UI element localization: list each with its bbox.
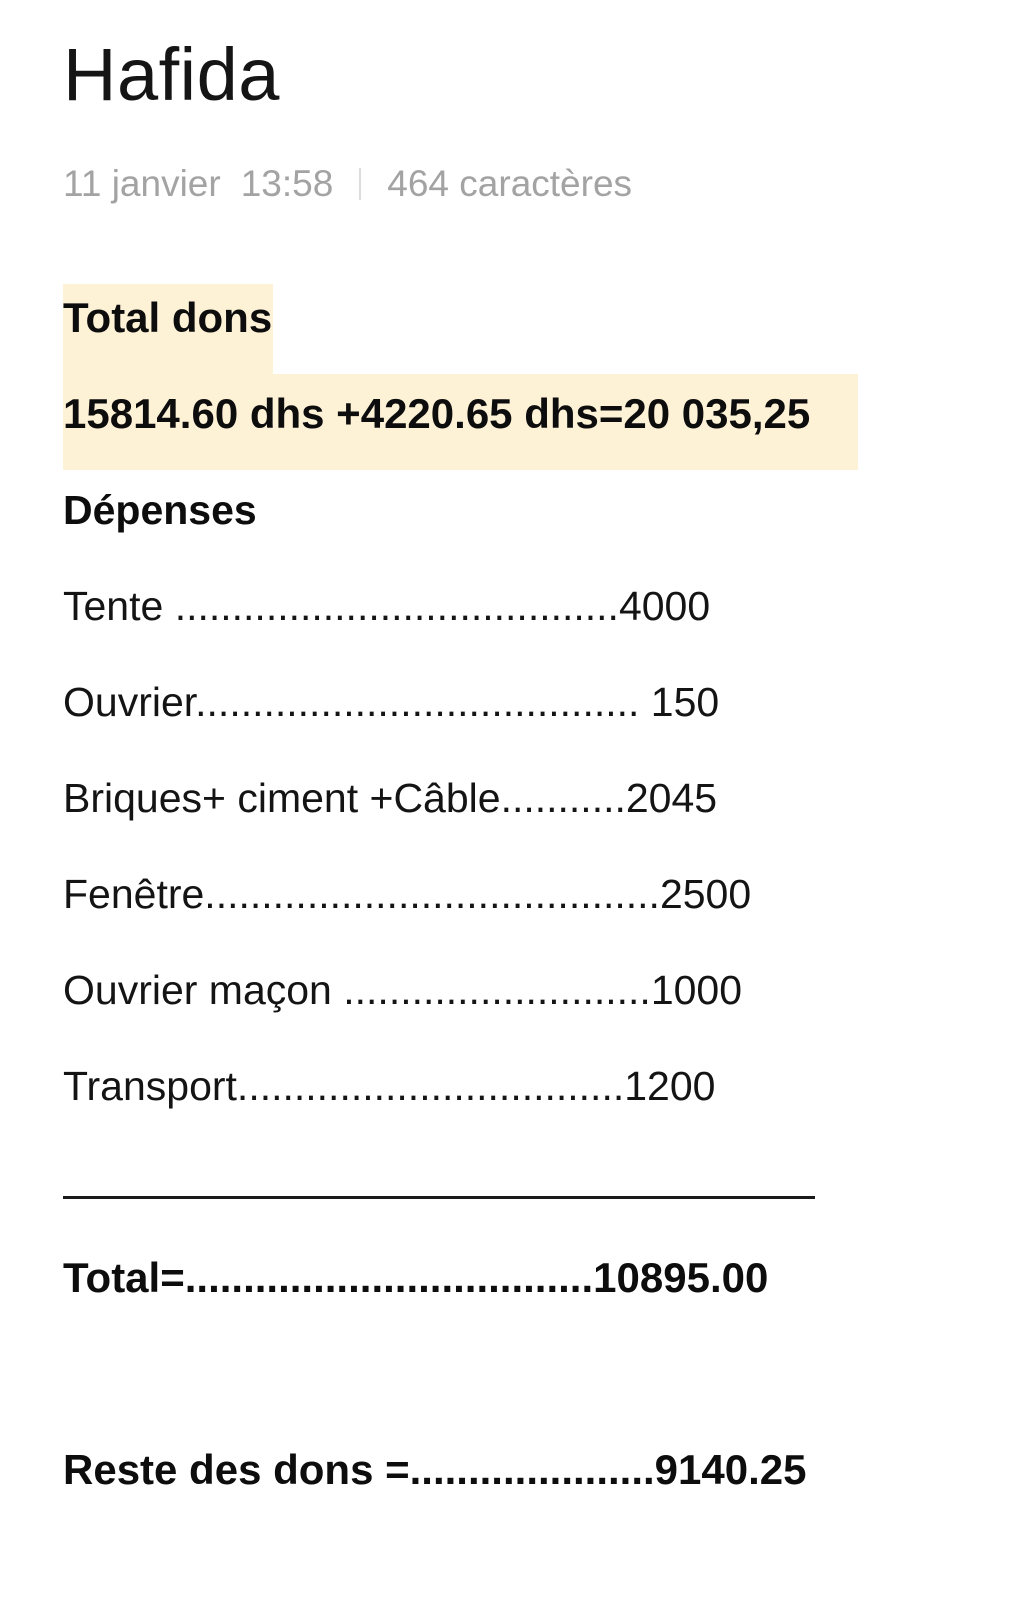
total-divider bbox=[63, 1196, 815, 1199]
remaining-donations: Reste des dons =.....................9140.25 bbox=[63, 1446, 807, 1493]
expense-item-transport: Transport..................................1200 bbox=[63, 1063, 716, 1109]
expenses-total: Total=...................................10895.00 bbox=[63, 1254, 769, 1301]
expense-item-tente: Tente .......................................4000 bbox=[63, 583, 711, 629]
expenses-heading: Dépenses bbox=[63, 487, 257, 533]
expense-item-ouvrier-macon: Ouvrier maçon ...........................1000 bbox=[63, 967, 743, 1013]
donations-sum-line: 15814.60 dhs +4220.65 dhs=20 035,25 bbox=[63, 390, 811, 437]
character-count: 464 caractères bbox=[387, 163, 633, 204]
donations-heading: Total dons bbox=[63, 294, 273, 341]
note-title[interactable]: Hafida bbox=[63, 33, 280, 116]
note-date: 11 janvier bbox=[63, 163, 221, 204]
expense-item-briques: Briques+ ciment +Câble...........2045 bbox=[63, 775, 718, 821]
expense-item-ouvrier: Ouvrier....................................... 150 bbox=[63, 679, 720, 725]
expense-item-fenetre: Fenêtre........................................2500 bbox=[63, 871, 752, 917]
note-time: 13:58 bbox=[240, 163, 334, 204]
note-meta bbox=[63, 162, 632, 206]
meta-divider bbox=[359, 168, 361, 200]
